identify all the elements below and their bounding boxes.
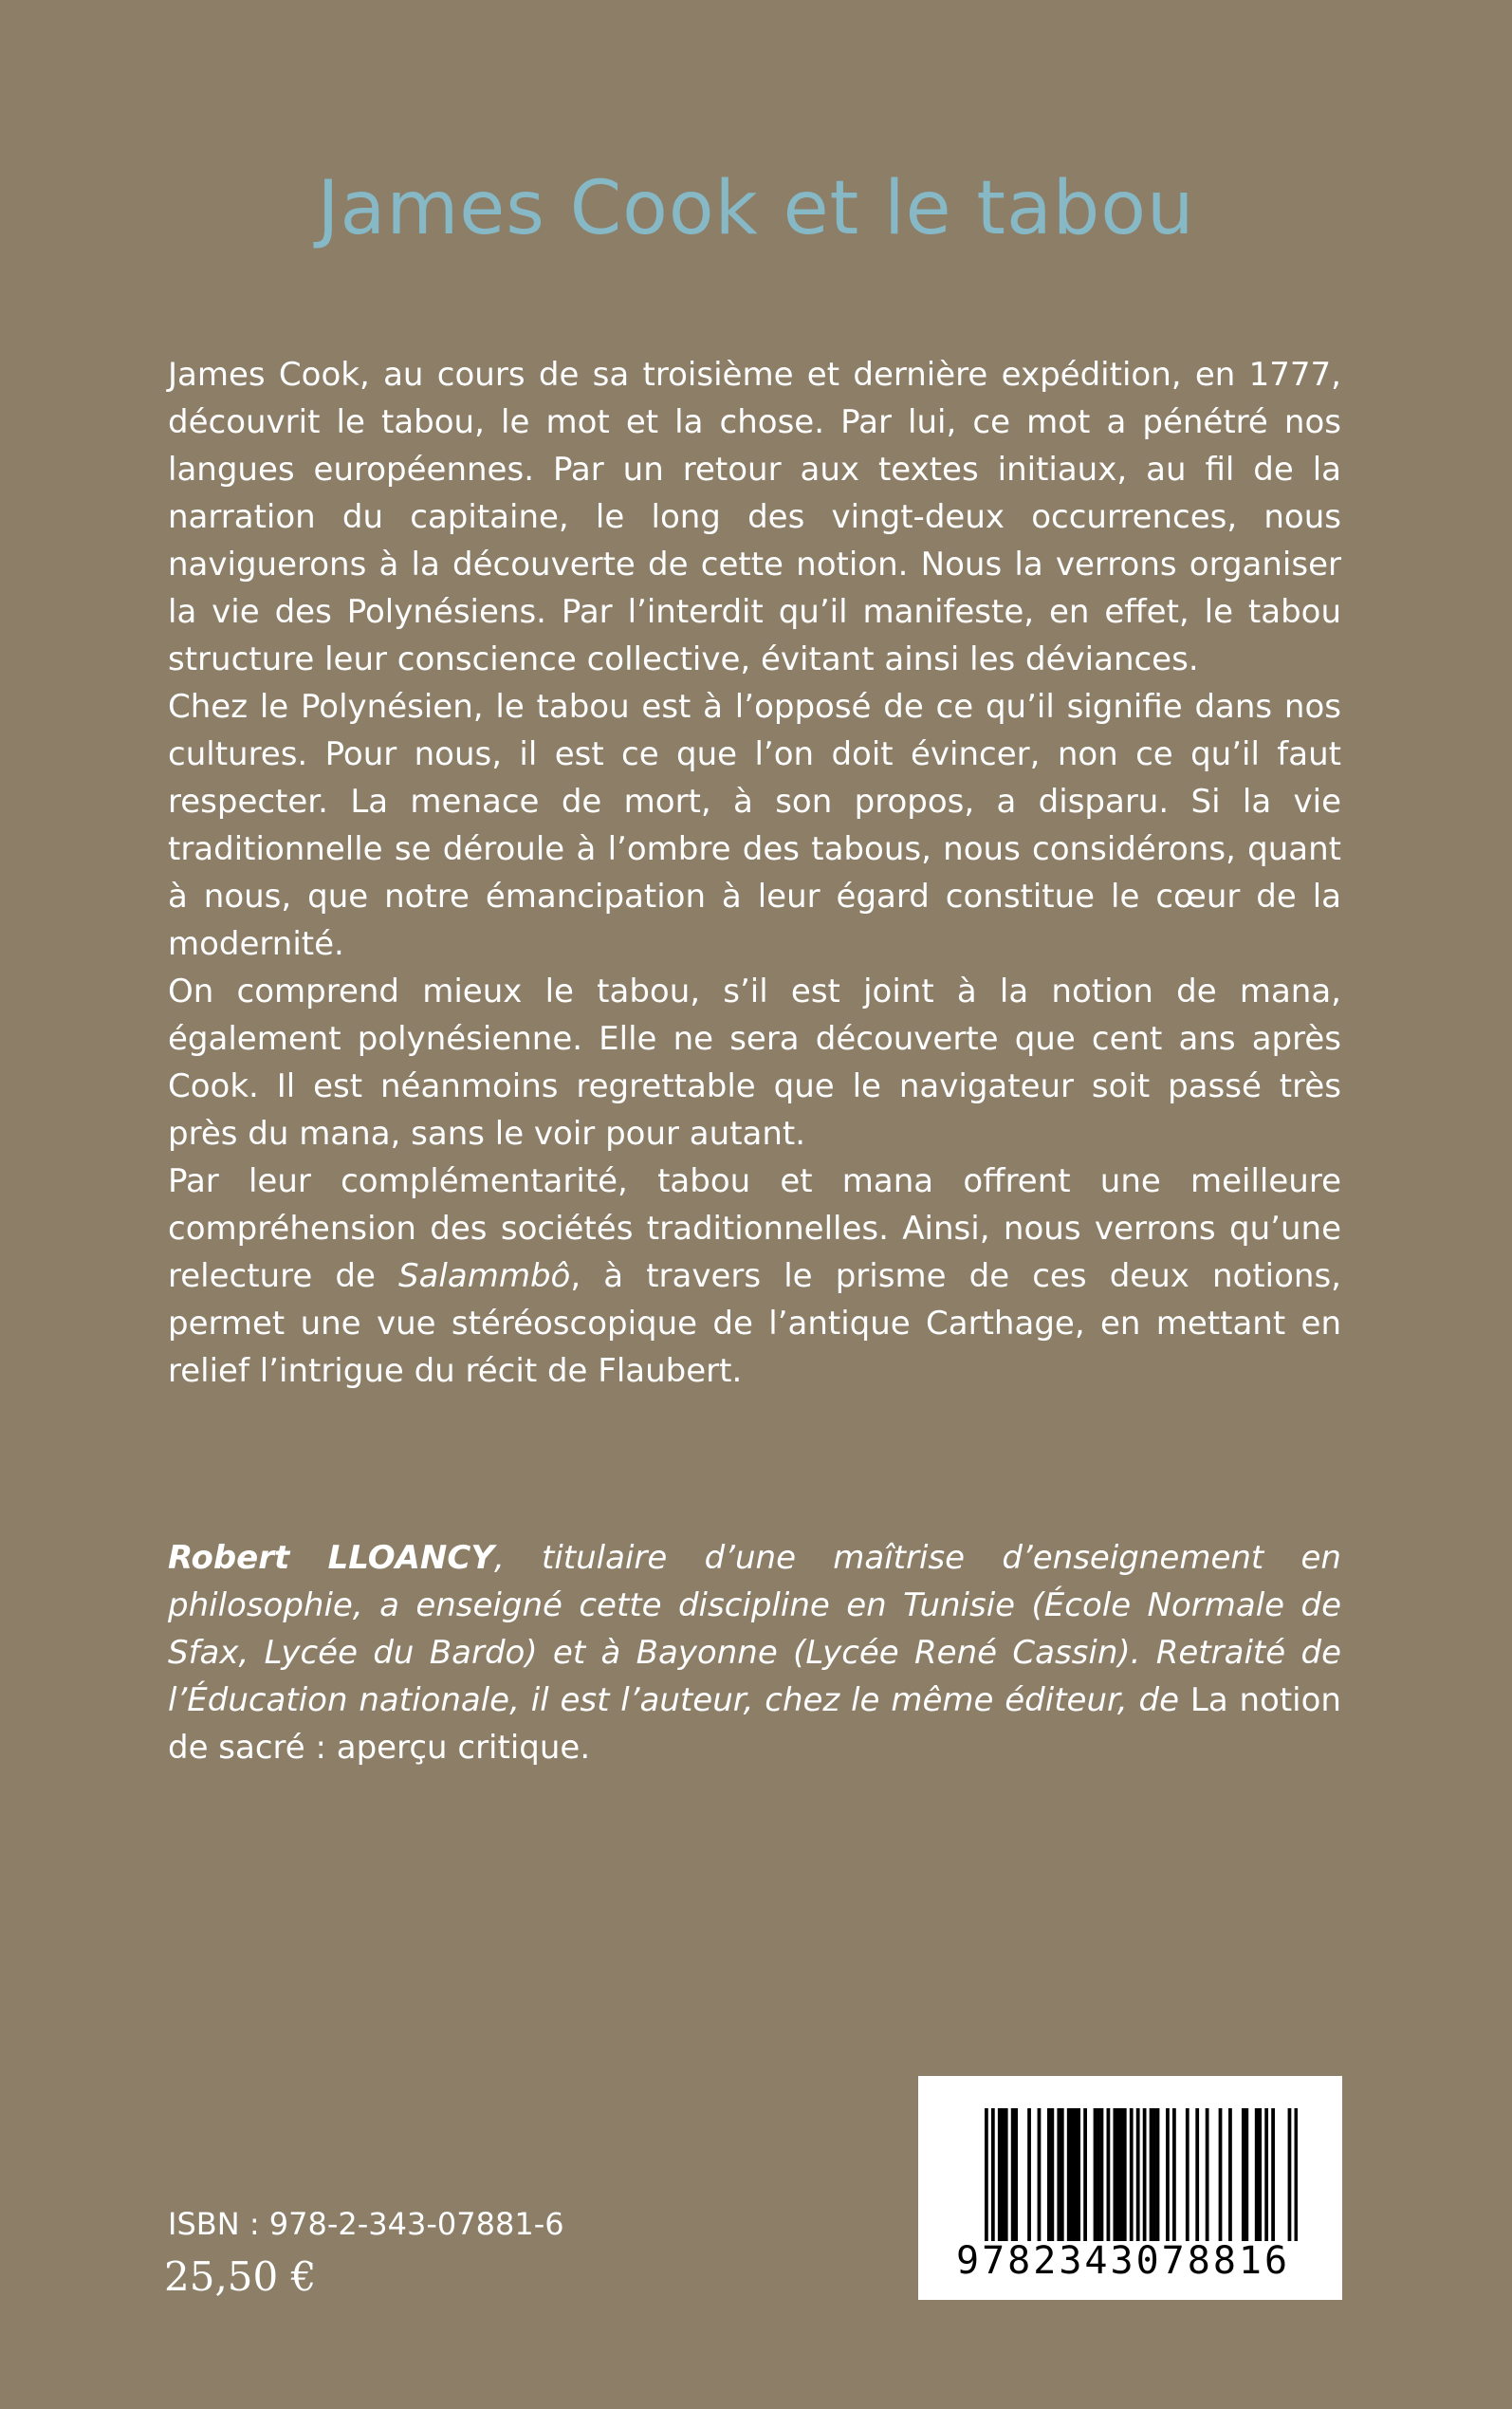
summary-text: Par leur complémentarité, tabou et mana offrent une meilleure compréhension des sociétés traditionnelles. Ainsi, nous verrons qu’une relecture de <box>168 1162 1341 1295</box>
barcode-bar <box>1123 2108 1127 2241</box>
barcode-bar <box>1113 2108 1116 2241</box>
barcode-bar <box>1014 2108 1018 2241</box>
summary-paragraph-2: Chez le Polynésien, le tabou est à l’opposé de ce qu’il signifie dans nos cultures. Pour nous, il est ce que l’on doit évincer, non ce qu’il faut respecter. La menace de mort, à son propos, a disparu. Si la vie traditionnelle se déroule à l’ombre des tabous, nous considérons, quant à nous, que notre émancipation à leur égard constitue le cœur de la modernité. <box>168 688 1341 963</box>
barcode-bar <box>1219 2108 1223 2241</box>
author-bio <box>168 1534 1341 1771</box>
barcode-bar <box>1172 2108 1176 2241</box>
barcode-bar <box>1060 2108 1064 2241</box>
salammbo-title: Salammbô <box>398 1257 571 1295</box>
barcode-bar <box>1083 2108 1087 2241</box>
barcode-bar <box>1100 2108 1104 2241</box>
barcode-bar <box>1150 2108 1153 2241</box>
previous-book-title: La notion de sacré : aperçu critique. <box>168 1681 1341 1767</box>
barcode-bar <box>1027 2108 1031 2241</box>
book-summary <box>168 351 1341 1395</box>
isbn-label: ISBN : 978-2-343-07881-6 <box>168 2206 564 2242</box>
barcode-bar <box>1255 2108 1259 2241</box>
barcode-bar <box>1011 2108 1015 2241</box>
barcode-bar <box>1264 2108 1268 2241</box>
price-label: 25,50 € <box>164 2253 317 2300</box>
barcode-bar <box>1094 2108 1097 2241</box>
book-title: James Cook et le tabou <box>317 166 1195 251</box>
barcode-bar <box>1067 2108 1071 2241</box>
barcode-number: 9782343078816 <box>956 2239 1291 2283</box>
author-name: Robert LLOANCY <box>168 1539 494 1577</box>
barcode-bar <box>1050 2108 1054 2241</box>
barcode-bar <box>1038 2108 1042 2241</box>
barcode-bar <box>1195 2108 1199 2241</box>
barcode-bar <box>1001 2108 1005 2241</box>
barcode-bar <box>1005 2108 1008 2241</box>
barcode-bar <box>991 2108 995 2241</box>
barcode-bar <box>1271 2108 1275 2241</box>
barcode-bar <box>1143 2108 1147 2241</box>
barcode-bar <box>1074 2108 1078 2241</box>
barcode-bar <box>1258 2108 1262 2241</box>
barcode-bars <box>985 2108 1298 2241</box>
barcode-bar <box>1057 2108 1060 2241</box>
barcode-bar <box>998 2108 1002 2241</box>
barcode-bar <box>1097 2108 1100 2241</box>
barcode-bar <box>1156 2108 1160 2241</box>
barcode-bar <box>1245 2108 1248 2241</box>
summary-paragraph-3: On comprend mieux le tabou, s’il est joint à la notion de mana, également polynésienne. Elle ne sera découverte que cent ans après Cook. Il est néanmoins regrettable que le navigateur soit passé très près du mana, sans le voir pour autant. <box>168 973 1341 1153</box>
barcode-bar <box>1288 2108 1292 2241</box>
barcode-bar <box>1107 2108 1111 2241</box>
summary-text: , à travers le prisme de ces deux notions, permet une vue stéréoscopique de l’antique Carthage, en mettant en relief l’intrigue du récit de Flaubert. <box>168 1257 1341 1390</box>
barcode-bar <box>1166 2108 1170 2241</box>
summary-paragraph-4 <box>168 1158 1341 1395</box>
barcode-bar <box>985 2108 988 2241</box>
barcode-bar <box>1116 2108 1120 2241</box>
barcode-bar <box>1228 2108 1232 2241</box>
barcode-bar <box>1186 2108 1189 2241</box>
barcode-bar <box>1242 2108 1245 2241</box>
barcode-bar <box>1206 2108 1209 2241</box>
barcode <box>918 2076 1342 2300</box>
barcode-bar <box>1130 2108 1134 2241</box>
summary-paragraph-1: James Cook, au cours de sa troisième et dernière expédition, en 1777, découvrit le tabou, le mot et la chose. Par lui, ce mot a pénétré nos langues européennes. Par un retour aux textes initiaux, au fil de la narration du capitaine, le long des vingt-deux occurrences, nous naviguerons à la découverte de cette notion. Nous la verrons organiser la vie des Polynésiens. Par l’interdit qu’il manifeste, en effet, le tabou structure leur conscience collective, évitant ainsi les déviances. <box>168 356 1341 678</box>
barcode-bar <box>1070 2108 1074 2241</box>
author-bio-text: , titulaire d’une maîtrise d’enseignement en philosophie, a enseigné cette discipline en Tunisie (École Normale de Sfax, Lycée du Bardo) et à Bayonne (Lycée René Cassin). Retraité de l’Éducation nationale, il est l’auteur, chez le même éditeur, de <box>168 1539 1341 1719</box>
barcode-bar <box>1047 2108 1051 2241</box>
barcode-bar <box>1152 2108 1156 2241</box>
barcode-bar <box>1119 2108 1123 2241</box>
barcode-bar <box>1295 2108 1298 2241</box>
barcode-bar <box>1077 2108 1080 2241</box>
barcode-bar <box>1136 2108 1140 2241</box>
